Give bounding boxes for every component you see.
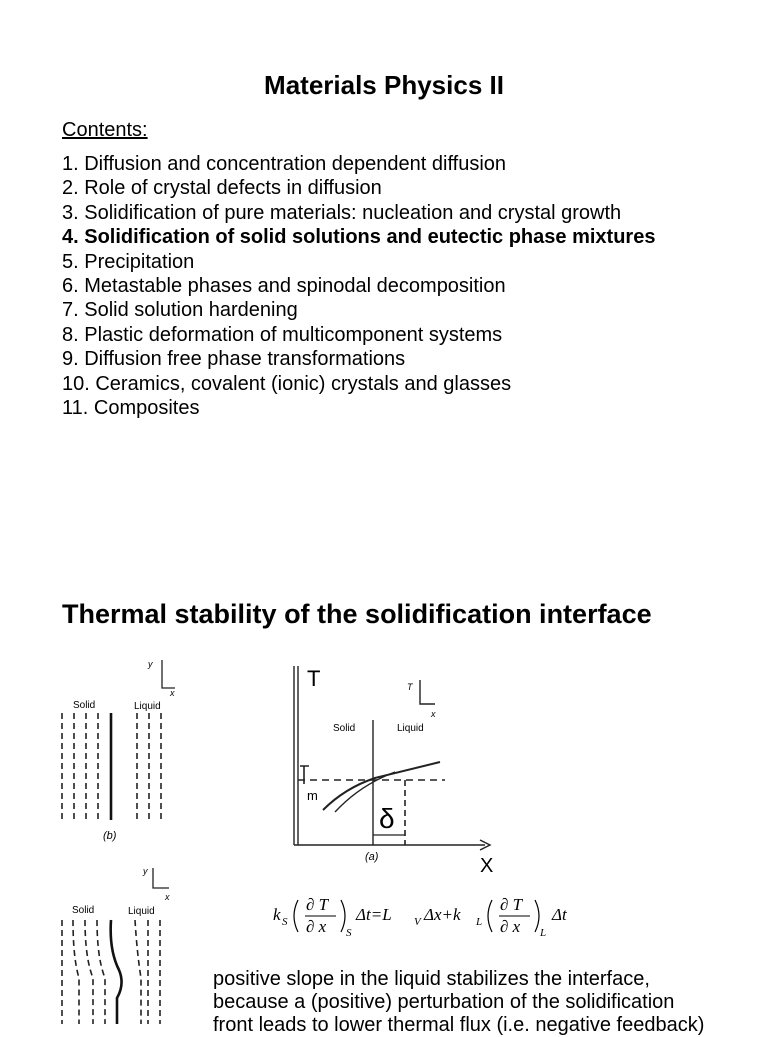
figure-caption: (b) (103, 830, 117, 842)
svg-text:S: S (346, 927, 352, 939)
axis-t-label: T (407, 682, 413, 692)
solid-label: Solid (73, 700, 96, 711)
toc-item: 3. Solidification of pure materials: nucleation and crystal growth (62, 201, 622, 224)
solid-label: Solid (333, 723, 356, 734)
toc-item-current: 4. Solidification of solid solutions and eutectic phase mixtures (62, 226, 656, 249)
figure-temperature-profile (285, 660, 510, 878)
temperature-axis-symbol: T (307, 666, 321, 691)
svg-text:∂ x: ∂ x (500, 917, 521, 936)
axis-x-label: x (170, 688, 175, 698)
liquid-label: Liquid (128, 906, 155, 917)
axis-y-label: y (143, 866, 148, 876)
contents-list (62, 152, 655, 420)
liquid-label: Liquid (397, 723, 424, 734)
liquid-label: Liquid (134, 701, 161, 712)
explanation-paragraph (213, 968, 704, 1037)
svg-text:Δt=L: Δt=L (356, 905, 392, 924)
figure-planar-interface (45, 650, 195, 850)
svg-text:L: L (540, 927, 547, 939)
paragraph-line: positive slope in the liquid stabilizes the interface, (213, 968, 650, 990)
position-axis-symbol: X (480, 855, 494, 877)
delta-symbol: δ (379, 803, 395, 834)
figure-perturbed-interface (45, 858, 195, 1024)
svg-text:Δt: Δt (552, 905, 567, 924)
svg-text:k: k (273, 905, 281, 924)
paragraph-line: because a (positive) perturbation of the solidification (213, 991, 675, 1013)
toc-item: 9. Diffusion free phase transformations (62, 348, 406, 371)
svg-text:Δx+k: Δx+k (424, 905, 461, 924)
contents-label: Contents: (62, 119, 148, 141)
svg-text:L: L (476, 916, 483, 928)
section-heading: Thermal stability of the solidification interface (62, 599, 652, 629)
svg-text:V: V (414, 916, 421, 928)
heat-flux-equation (268, 886, 598, 946)
svg-text:S: S (282, 916, 288, 928)
toc-item: 8. Plastic deformation of multicomponent systems (62, 323, 503, 346)
svg-text:∂ x: ∂ x (306, 917, 327, 936)
axis-x-label: x (165, 892, 170, 902)
toc-item: 1. Diffusion and concentration dependent diffusion (62, 153, 507, 175)
figure-caption: (a) (365, 851, 379, 863)
toc-item: 2. Role of crystal defects in diffusion (62, 177, 382, 200)
melting-temperature-subscript: m (307, 788, 318, 803)
toc-item: 11. Composites (62, 397, 200, 420)
page-title: Materials Physics II (264, 70, 504, 100)
axis-y-label: y (148, 659, 153, 669)
axis-x-label: x (431, 709, 436, 719)
toc-item: 7. Solid solution hardening (62, 299, 298, 322)
svg-text:∂ T: ∂ T (500, 895, 523, 914)
paragraph-line: front leads to lower thermal flux (i.e. negative feedback) (213, 1014, 705, 1036)
toc-item: 6. Metastable phases and spinodal decomposition (62, 275, 506, 298)
toc-item: 5. Precipitation (62, 250, 195, 273)
toc-item: 10. Ceramics, covalent (ionic) crystals and glasses (62, 372, 512, 395)
solid-label: Solid (72, 905, 95, 916)
svg-text:∂ T: ∂ T (306, 895, 329, 914)
